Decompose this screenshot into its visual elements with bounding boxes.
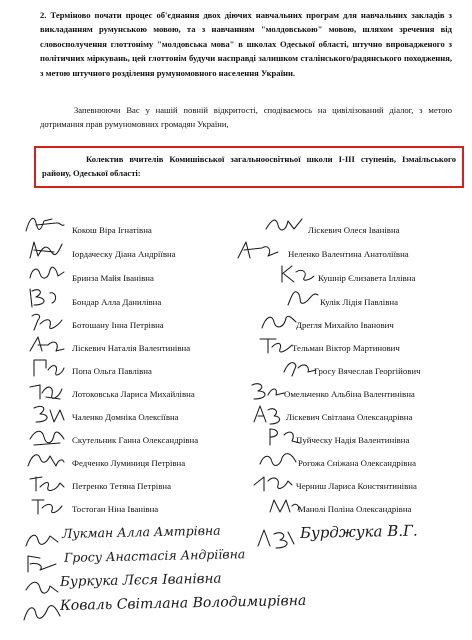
signature-mark <box>26 310 68 334</box>
signature-mark <box>24 448 68 472</box>
signer-left-9: Чаленко Домніка Олексіївна <box>72 412 179 422</box>
signer-left-10: Скутельник Ганна Олександрівна <box>72 435 199 445</box>
handwritten-name-5: Бурджука В.Г. <box>299 521 418 542</box>
signature-mark <box>26 425 68 449</box>
signer-left-3: Бринза Майя Іванівна <box>72 273 154 283</box>
signer-right-3: Кушнір Єлизавета Іллівна <box>318 273 416 283</box>
signer-left-11: Федченко Луминиця Петрівна <box>72 458 186 468</box>
signer-left-4: Бондар Алла Данилівна <box>72 297 162 307</box>
handwritten-name-2: Гросу Анастасія Андріївна <box>63 546 246 565</box>
signature-mark <box>22 213 68 237</box>
signer-left-2: Іордаческу Діана Андріївна <box>72 249 176 259</box>
signature-mark <box>28 402 68 426</box>
signature-mark <box>28 356 68 380</box>
signature-mark <box>250 471 296 495</box>
signer-right-13: Манолі Поліна Олександрівна <box>298 504 412 514</box>
signer-right-1: Ліскевич Олеся Іванівна <box>308 225 400 235</box>
signature-mark <box>26 494 68 518</box>
signature-mark <box>24 238 68 264</box>
signer-left-13: Тостоган Ніна Іванівна <box>72 504 159 514</box>
signature-mark <box>26 262 68 286</box>
signer-right-12: Черниш Лариса Констянтинівна <box>296 481 417 491</box>
signer-left-6: Ліскевич Наталія Валентинівна <box>72 343 191 353</box>
signer-right-5: Дрегля Михайло Іванович <box>296 320 394 330</box>
signature-mark <box>246 379 288 403</box>
signer-right-7: Гросу Вячеслав Георгійович <box>314 366 421 376</box>
signer-right-6: Тельман Віктор Мартинович <box>292 343 400 353</box>
signer-right-4: Кулік Лідія Павлівна <box>320 297 398 307</box>
signer-left-7: Попа Ольга Павлівна <box>72 366 152 376</box>
signature-mark <box>276 262 318 286</box>
signature-mark <box>24 285 68 311</box>
signer-right-11: Рогожа Сніжана Олександрівна <box>298 458 417 468</box>
signature-mark <box>262 213 306 237</box>
signature-mark <box>254 526 298 552</box>
demand-paragraph-2: 2. Терміново почати процес об'єднання двох діючих навчальних програм для навчальних закладів з викладанням румунською мовою, та з навчанням "молдовською" мовою, шляхом зречення від словосполучення глоттоніму "молдовська мова" в школах Одеської області, штучно впровадженого з політичних міркувань, цей глоттонім будучи насправді залишком сталінського/радянського походження, з метою штучного розділення румуномовного населення України. <box>40 10 452 78</box>
signature-mark <box>256 333 296 357</box>
collective-callout-box <box>34 146 464 188</box>
signer-right-8: Омельченко Альбіна Валентинівна <box>284 389 415 399</box>
signer-right-10: Пуйческу Надія Валентинівна <box>296 435 410 445</box>
signer-left-12: Петренко Тетяна Петрівна <box>72 481 171 491</box>
signer-right-9: Ліскевич Світлана Олександрівна <box>286 412 413 422</box>
signature-mark <box>284 285 324 311</box>
signature-mark <box>20 600 64 626</box>
signer-right-2: Неленко Валентина Анатоліївна <box>288 249 409 259</box>
closing-paragraph: Запевнюючи Вас у нашій повній відкритості, сподіваємось на цивілізований діалог, з метою дотримання прав румуномовних громадян України, <box>40 105 452 130</box>
signature-mark <box>26 379 68 403</box>
signer-left-5: Ботошану Інна Петрівна <box>72 320 164 330</box>
signature-mark <box>256 448 300 472</box>
handwritten-name-4: Коваль Світлана Володимирівна <box>59 592 307 614</box>
signer-left-1: Кокош Віра Ігнатівна <box>72 225 152 235</box>
signature-mark <box>22 552 62 576</box>
signature-mark <box>26 333 68 357</box>
signature-mark <box>264 494 304 518</box>
signer-left-8: Лотоковська Лариса Михайлівна <box>72 389 195 399</box>
signature-mark <box>234 238 284 264</box>
signature-mark <box>26 471 68 495</box>
signature-mark <box>280 356 320 380</box>
signature-mark <box>264 425 304 449</box>
handwritten-name-1: Лукман Алла Амтрівна <box>61 522 221 541</box>
collective-heading: Колектив вчителів Комишівської загальноосвітньої школи І-ІІІ ступенів, Ізмаїльського району, Одеської області: <box>42 154 456 178</box>
signature-mark <box>22 576 62 600</box>
handwritten-name-3: Буркука Лєся Іванівна <box>59 570 222 590</box>
signature-mark <box>256 310 300 334</box>
signature-mark <box>22 528 62 552</box>
